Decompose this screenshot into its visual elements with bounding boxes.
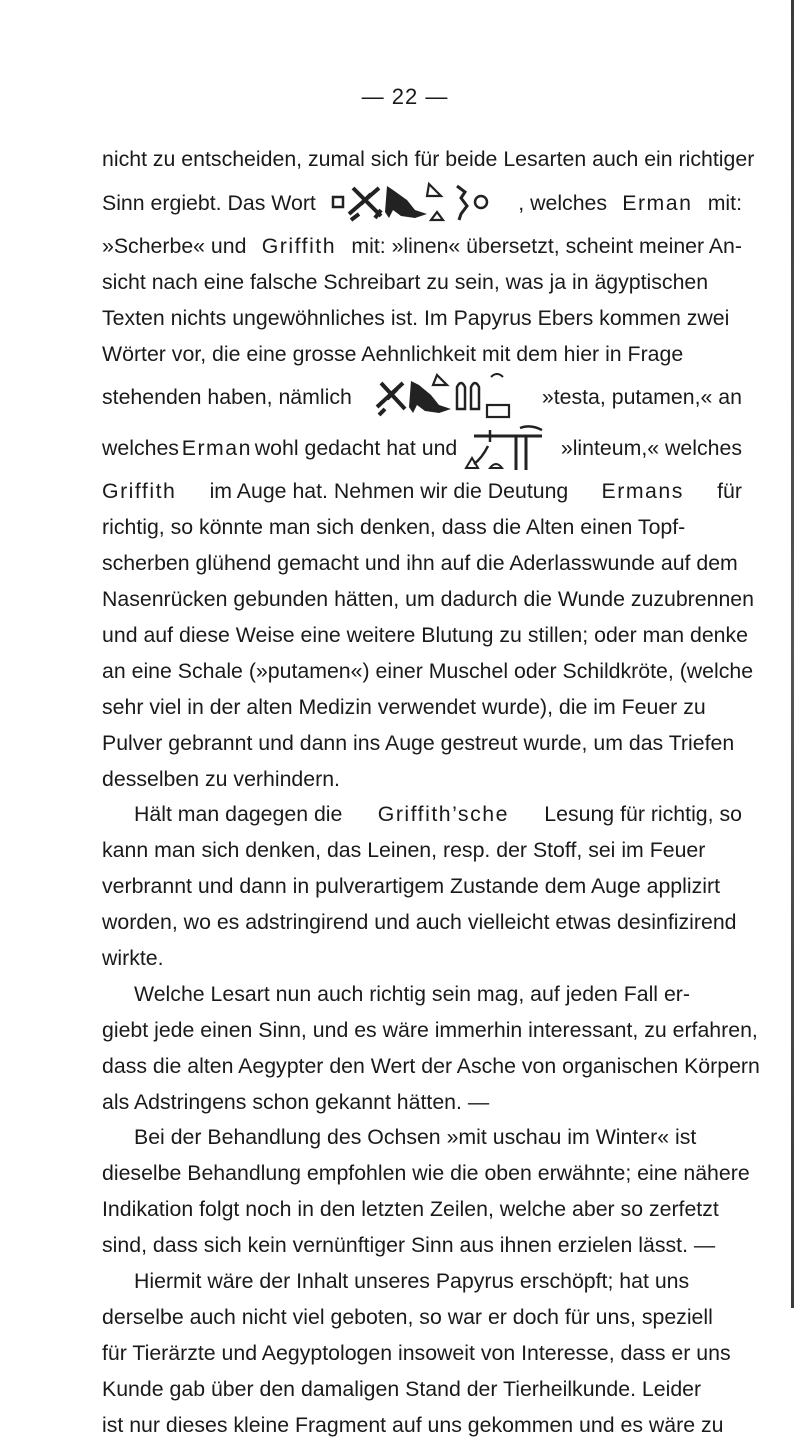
text-line: Nasenrücken gebunden hätten, um dadurch die Wunde zuzubrennen <box>102 587 754 612</box>
text-line: desselben zu verhindern. <box>102 766 340 791</box>
text-line: verbrannt und dann in pulverartigem Zustande dem Auge applizirt <box>102 874 720 899</box>
text-line: worden, wo es adstringirend und auch vielleicht etwas desinfizirend <box>102 910 737 935</box>
text-line: sicht nach eine falsche Schreibart zu sein, was ja in ägyptischen <box>102 269 709 294</box>
text-line: dieselbe Behandlung empfohlen wie die oben erwähnte; eine nähere <box>102 1161 750 1186</box>
text-line: und auf diese Weise eine weitere Blutung zu stillen; oder man denke <box>102 623 749 648</box>
hieroglyph-word-1 <box>331 180 503 226</box>
text-line: Indikation folgt noch in den letzten Zeilen, welche aber so zerfetzt <box>102 1197 719 1222</box>
text-line: für Tierärzte und Aegyptologen insoweit von Interesse, dass er uns <box>102 1340 731 1365</box>
hieroglyph-word-3 <box>460 424 558 474</box>
text-line: nicht zu entscheiden, zumal sich für beide Lesarten auch ein richtiger <box>102 147 755 171</box>
text-line: Hiermit wäre der Inhalt unseres Papyrus erschöpft; hat uns <box>134 1269 690 1294</box>
text-line: »Scherbe« und Griffith mit: »linen« übersetzt, scheint meiner An- <box>102 233 742 258</box>
text-line: an eine Schale (»putamen«) einer Muschel oder Schildkröte, (welche <box>102 658 754 683</box>
body-text <box>102 142 760 1444</box>
hieroglyph-word-2 <box>373 373 521 423</box>
text-line: als Adstringens schon gekannt hätten. — <box>102 1089 490 1114</box>
text-line: Wörter vor, die eine grosse Aehnlichkeit mit dem hier in Frage <box>102 341 684 366</box>
text-line: sind, dass sich kein vernünftiger Sinn aus ihnen erzielen lässt. — <box>102 1233 716 1258</box>
text-line: dass die alten Aegypter den Wert der Asche von organischen Körpern <box>102 1053 760 1078</box>
text-line: sehr viel in der alten Medizin verwendet wurde), die im Feuer zu <box>102 694 706 719</box>
text-line: wirkte. <box>102 946 164 971</box>
text-line: Bei der Behandlung des Ochsen »mit uschau im Winter« ist <box>134 1125 697 1150</box>
text-line: Welche Lesart nun auch richtig sein mag, auf jeden Fall er- <box>134 981 690 1006</box>
text-line: Hält man dagegen die Griffith’sche Lesung für richtig, so <box>134 802 742 827</box>
text-line: Kunde gab über den damaligen Stand der Tierheilkunde. Leider <box>102 1376 702 1401</box>
text-line: welches Erman wohl gedacht hat und »linteum,« welches <box>102 423 742 474</box>
text-line: kann man sich denken, das Leinen, resp. der Stoff, sei im Feuer <box>102 838 706 863</box>
text-line: Sinn ergiebt. Das Wort , welches Erman mit: <box>102 178 742 229</box>
text-line: Griffith im Auge hat. Nehmen wir die Deutung Ermans für <box>102 479 742 504</box>
page-number: — 22 — <box>361 84 449 109</box>
text-line: richtig, so könnte man sich denken, dass die Alten einen Topf- <box>102 515 686 540</box>
text-line: Texten nichts ungewöhnliches ist. Im Papyrus Ebers kommen zwei <box>102 305 730 330</box>
text-line: scherben glühend gemacht und ihn auf die Aderlasswunde auf dem <box>102 551 738 576</box>
text-line: Pulver gebrannt und dann ins Auge gestreut wurde, um das Triefen <box>102 730 735 755</box>
text-line: stehenden haben, nämlich »testa, putamen,« an <box>102 372 742 423</box>
text-line: ist nur dieses kleine Fragment auf uns gekommen und es wäre zu <box>102 1412 724 1437</box>
page-edge-shadow <box>791 0 794 1308</box>
text-line: derselbe auch nicht viel geboten, so war er doch für uns, speziell <box>102 1304 713 1329</box>
text-line: giebt jede einen Sinn, und es wäre immerhin interessant, zu erfahren, <box>102 1017 758 1042</box>
